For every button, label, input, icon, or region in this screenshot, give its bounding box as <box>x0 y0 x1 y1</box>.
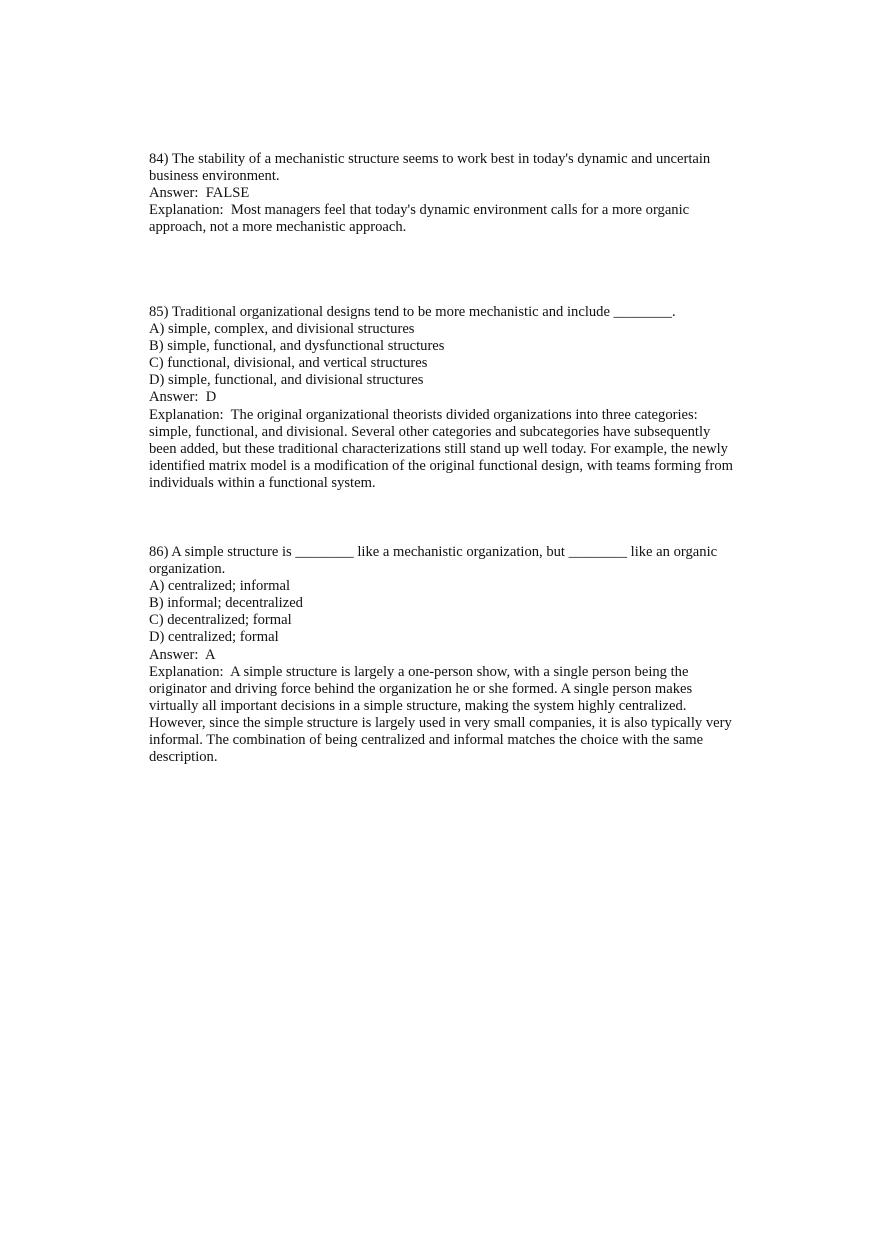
option-c: C) decentralized; formal <box>149 612 292 629</box>
explanation-text: Explanation: The original organizational theorists divided organizations into three categories: simple, functional, and divisional. Several other categories and subcategories have subsequently been added, but these traditional characterizations still stand up well today. For example, the newly identified matrix model is a modification of the original functional design, with teams forming from individuals within a functional system. <box>149 406 737 491</box>
question-84 <box>149 151 739 236</box>
option-a: A) simple, complex, and divisional structures <box>149 321 415 338</box>
question-stem: 85) Traditional organizational designs tend to be more mechanistic and include ________. <box>149 304 676 320</box>
question-stem: 84) The stability of a mechanistic structure seems to work best in today's dynamic and uncertain business environment. <box>149 151 714 185</box>
option-d: D) simple, functional, and divisional structures <box>149 372 424 389</box>
answer-line: Answer: FALSE <box>149 185 250 202</box>
option-c: C) functional, divisional, and vertical structures <box>149 355 428 372</box>
question-86 <box>149 544 739 766</box>
option-d: D) centralized; formal <box>149 629 279 646</box>
option-b: B) informal; decentralized <box>149 595 303 612</box>
option-a: A) centralized; informal <box>149 578 291 595</box>
question-85 <box>149 304 739 492</box>
answer-line: Answer: D <box>149 389 217 406</box>
option-b: B) simple, functional, and dysfunctional structures <box>149 338 445 355</box>
answer-line: Answer: A <box>149 646 216 663</box>
explanation-text: Explanation: Most managers feel that today's dynamic environment calls for a more organic approach, not a more mechanistic approach. <box>149 202 693 236</box>
question-stem: 86) A simple structure is ________ like a mechanistic organization, but ________ like an organic organization. <box>149 544 721 578</box>
explanation-text: Explanation: A simple structure is largely a one-person show, with a single person being the originator and driving force behind the organization he or she formed. A single person makes virtually all important decisions in a simple structure, making the system highly centralized. However, since the simple structure is largely used in very small companies, it is also typically very informal. The combination of being centralized and informal matches the choice with the same description. <box>149 663 736 766</box>
